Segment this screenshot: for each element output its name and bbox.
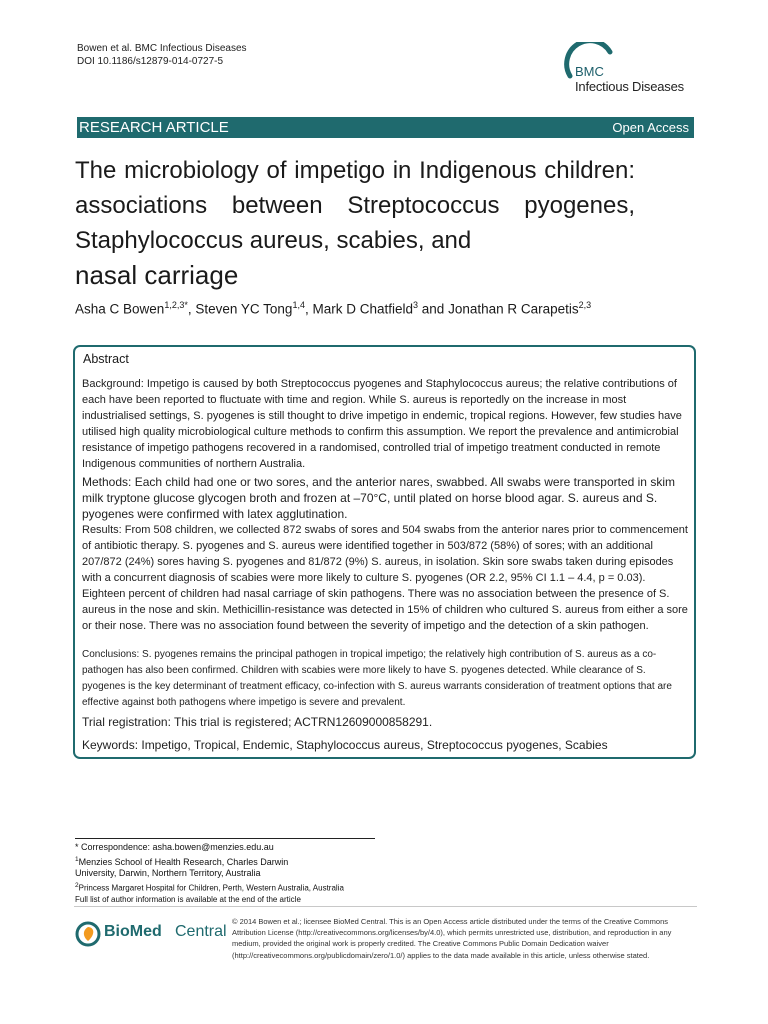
correspondence-note[interactable]: * Correspondence: asha.bowen@menzies.edu.au [75,842,274,852]
author-info-note: Full list of author information is available at the end of the article [75,894,301,904]
license-statement: © 2014 Bowen et al.; licensee BioMed Central. This is an Open Access article distributed under the terms of the Creative Commons Attribution License (http://creativecommons.org/licenses/by/4.0), which permits unrestricted use, distribution, and reproduction in any medium, provided the original work is properly credited. The Creative Commons Public Domain Dedication waiver (http://creativecommons.org/publicdomain/zero/1.0/) applies to the data made available in this article, unless otherwise stated. [232,917,672,960]
affiliation-number: 2 [75,881,79,889]
abstract-trial-registration: Trial registration: This trial is registered; ACTRN12609000858291. [82,715,433,729]
author-separator: and [418,301,449,317]
footer-divider [74,906,697,907]
citation-header [77,42,247,68]
author-affiliation: 3 [413,300,419,310]
abstract-methods: Methods: Each child had one or two sores, and the anterior nares, swabbed. All swabs were transported in skim milk tryptone glucose glycogen broth and frozen at –70°C, until plated on horse blood agar. S. aureus and S. pyogenes were confirmed with latex agglutination. [82,475,675,521]
affiliation-1 [75,854,395,869]
abstract-conclusions: Conclusions: S. pyogenes remains the principal pathogen in tropical impetigo; the relatively high contribution of S. aureus as a co-pathogen has also been confirmed. Children with scabies were more likely to have S. pyogenes detected. While clearance of S. pyogenes is the key determinant of treatment efficacy, co-infection with S. aureus warrants consideration of treatment options that are effective against both pathogens where impetigo is severe and prevalent. [82,649,672,708]
affiliation-2 [75,880,395,894]
bmc-journal-logo [562,42,702,98]
author-list [75,300,715,317]
author-separator: , [187,301,196,317]
central-logo-text: Central [175,923,227,940]
footnotes [75,838,395,905]
doi-line: DOI 10.1186/s12879-014-0727-5 [77,56,224,67]
title-last-line: nasal carriage [75,260,239,290]
citation-line: Bowen et al. BMC Infectious Diseases [77,43,247,54]
author-name[interactable]: Jonathan R Carapetis [448,301,579,317]
bmc-logo-text: BMC [575,64,604,79]
abstract-heading: Abstract [83,352,129,366]
author-separator: , [304,301,313,317]
author-affiliation: 1,4 [292,300,305,310]
banner-left-bar [74,117,77,138]
author-affiliation: 1,2,3* [164,300,188,310]
biomed-central-logo [74,918,227,948]
footnote-rule [75,838,375,839]
article-type-banner [74,117,697,138]
author-name[interactable]: Mark D Chatfield [312,301,414,317]
affiliation-text: Princess Margaret Hospital for Children, Perth, Western Australia, Australia [78,883,344,893]
abstract-box [73,345,696,759]
article-type-label: RESEARCH ARTICLE [79,119,229,136]
banner-right-bar [694,117,697,138]
biomed-logo-text: BioMed [104,923,162,940]
author-name[interactable]: Steven YC Tong [195,301,293,317]
abstract-results: Results: From 508 children, we collected 872 swabs of sores and 504 swabs from the anterior nares prior to commencement of antibiotic therapy. S. pyogenes and S. aureus were identified together in 503/872 (58%) of sores; with an additional 207/872 (24%) sores having S. pyogenes and 81/872 (9%) S. aureus, in isolation. Skin sore swabs taken during episodes with a concurrent diagnosis of scabies were more likely to culture S. pyogenes (OR 2.2, 95% CI 1.1 – 4.4, p = 0.03). Eighteen percent of children had nasal carriage of skin pathogens. There was no association between the presence of S. aureus in the nose and skin. Methicillin-resistance was detected in 15% of children who cultured S. aureus from either a sore or their nose. There was no association found between the severity of impetigo and the detection of a skin pathogen. [82,524,688,632]
author-name[interactable]: Asha C Bowen [75,301,165,317]
article-title [75,153,635,294]
journal-logo-text: Infectious Diseases [575,79,684,94]
open-access-label: Open Access [612,120,689,135]
abstract-keywords: Keywords: Impetigo, Tropical, Endemic, Staphylococcus aureus, Streptococcus pyogenes, Scabies [82,738,608,752]
affiliation-text: Menzies School of Health Research, Charles Darwin [78,856,289,867]
title-main: The microbiology of impetigo in Indigenous children: associations between Streptococcus pyogenes, Staphylococcus aureus, scabies, and [75,157,635,254]
author-affiliation: 2,3 [578,300,592,310]
biomed-leaf-icon [74,918,102,948]
affiliation-number: 1 [75,855,79,863]
abstract-background: Background: Impetigo is caused by both Streptococcus pyogenes and Staphylococcus aureus; the relative contributions of each have been reported to fluctuate with time and region. While S. aureus is reportedly on the increase in most industrialised settings, S. pyogenes is still thought to drive impetigo in endemic, tropical regions. However, few studies have utilised high quality microbiological culture methods to confirm this assumption. We report the prevalence and antimicrobial resistance of impetigo pathogens recovered in a randomised, controlled trial of impetigo treatment conducted in remote Indigenous communities of northern Australia. [82,378,682,470]
affiliation-1-continued: University, Darwin, Northern Territory, Australia [75,868,261,878]
